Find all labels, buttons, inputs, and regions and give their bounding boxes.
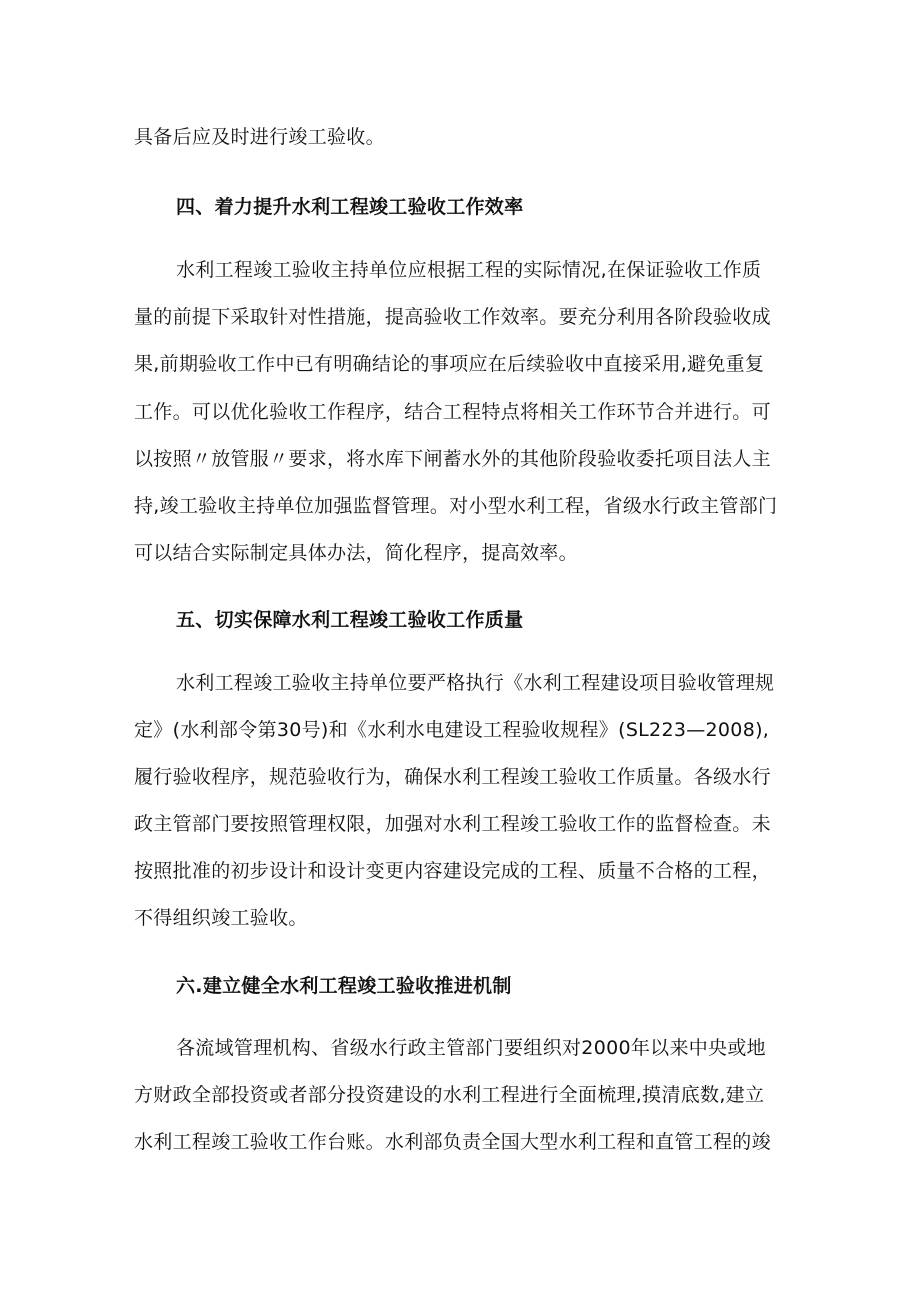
section-5-heading: 五、切实保障水利工程竣工验收工作质量: [176, 609, 524, 631]
section-4-heading: 四、着力提升水利工程竣工验收工作效率: [176, 196, 524, 218]
section-4-line-4: 工作。可以优化验收工作程序，结合工程特点将相关工作环节合并进行。可: [134, 401, 771, 423]
intro-line-1: 具备后应及时进行竣工验收。: [134, 126, 385, 148]
section-4-line-5: 以按照〃放管服〃要求，将水库下闸蓄水外的其他阶段验收委托项目法人主: [134, 448, 771, 470]
section-6-line-1: 各流域管理机构、省级水行政主管部门要组织对2000年以来中央或地: [176, 1037, 766, 1059]
section-4-line-6: 持,竣工验收主持单位加强监督管理。对小型水利工程，省级水行政主管部门: [134, 495, 778, 517]
section-6-line-3: 水利工程竣工验收工作台账。水利部负责全国大型水利工程和直管工程的竣: [134, 1131, 771, 1153]
section-5-line-4: 政主管部门要按照管理权限，加强对水利工程竣工验收工作的监督检查。未: [134, 813, 771, 835]
section-4-line-3: 果,前期验收工作中已有明确结论的事项应在后续验收中直接采用,避免重复: [134, 353, 765, 375]
section-5-line-2: 定》(水利部令第30号)和《水利水电建设工程验收规程》(SL223—2008),: [134, 719, 770, 741]
section-6-line-2: 方财政全部投资或者部分投资建设的水利工程进行全面梳理,摸清底数,建立: [134, 1084, 765, 1106]
section-5-line-5: 按照批准的初步设计和设计变更内容建设完成的工程、质量不合格的工程，: [134, 860, 771, 882]
section-4-line-2: 量的前提下采取针对性措施，提高验收工作效率。要充分利用各阶段验收成: [134, 306, 771, 328]
section-6-heading: 六.建立健全水利工程竣工验收推进机制: [176, 975, 512, 997]
section-5-line-6: 不得组织竣工验收。: [134, 907, 308, 929]
section-5-line-1: 水利工程竣工验收主持单位要严格执行《水利工程建设项目验收管理规: [176, 672, 775, 694]
section-4-line-7: 可以结合实际制定具体办法，简化程序，提高效率。: [134, 542, 578, 564]
section-5-line-3: 履行验收程序，规范验收行为，确保水利工程竣工验收工作质量。各级水行: [134, 766, 771, 788]
section-4-line-1: 水利工程竣工验收主持单位应根据工程的实际情况,在保证验收工作质: [176, 259, 762, 281]
